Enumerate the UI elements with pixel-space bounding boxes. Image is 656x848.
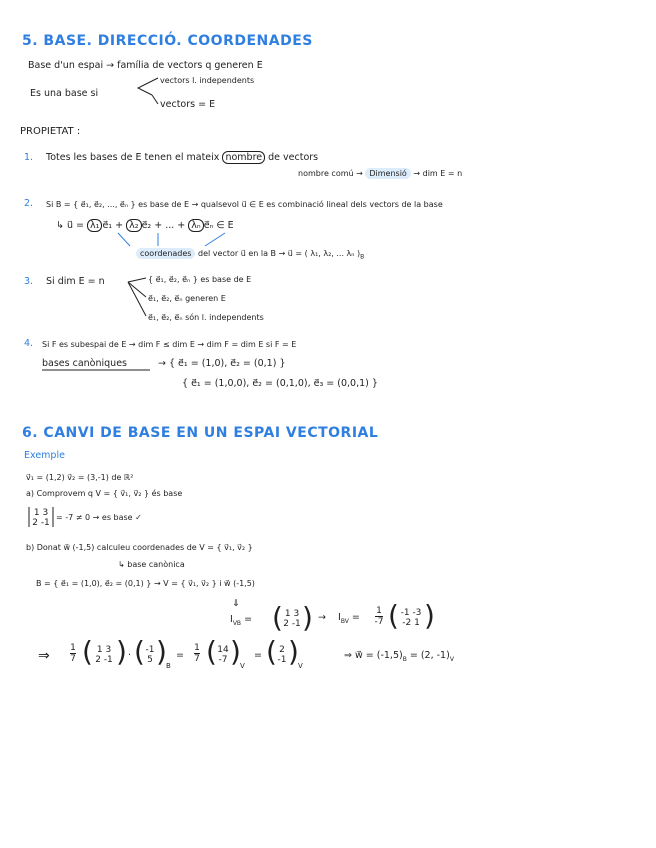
down-arrow: ⇓ xyxy=(232,598,240,609)
brace-bottom-text: vectors = E xyxy=(160,99,216,110)
branch-arrow-2 xyxy=(128,282,146,297)
coord-arrow-3 xyxy=(205,233,225,246)
dimensio-highlight: Dimensió xyxy=(365,168,410,179)
ibv-matrix: ( -1 -3 -2 1 ) xyxy=(388,599,435,632)
result-vector: ( 2 -1 ) V xyxy=(266,635,303,670)
branch-arrow-3 xyxy=(128,282,146,316)
es-base-si: Es una base si xyxy=(30,88,99,99)
section5-title: 5. BASE. DIRECCIÓ. COORDENADES xyxy=(22,33,313,49)
base-definition: Base d'un espai → família de vectors q generen E xyxy=(28,60,263,71)
determinant-result: = -7 ≠ 0 → es base ✓ xyxy=(56,513,142,522)
section6-title: 6. CANVI DE BASE EN UN ESPAI VECTORIAL xyxy=(22,425,379,441)
part-b-text: b) Donat w⃗ (-1,5) calculeu coordenades de V = { v⃗₁, v⃗₂ } xyxy=(26,543,253,552)
final-result: ⇒ w⃗ = $(-1,5)_B = (2$, $-1)_V$ xyxy=(344,650,454,663)
final-fraction: 1 7 xyxy=(70,643,76,664)
w-vector-b: ( -1 5 ) B xyxy=(134,635,171,670)
lambda2-circled: λ₂ xyxy=(126,219,141,232)
p3-number: 3. xyxy=(24,276,34,287)
p4-number: 4. xyxy=(24,338,34,349)
implies-arrow: → xyxy=(318,612,326,623)
exemple-label: Exemple xyxy=(24,450,65,461)
ivb-label: $I_{VB}$ = xyxy=(230,614,253,627)
basis-change-line: B = { e⃗₁ = (1,0), e⃗₂ = (0,1) } → V = { v⃗₁, v⃗₂ } i w⃗ (-1,5) xyxy=(36,579,255,588)
dot-operator: · xyxy=(128,650,132,661)
p3-result-2: e⃗₁, e⃗₂, e⃗ₙ generen E xyxy=(148,294,226,303)
propietat-heading: PROPIETAT : xyxy=(20,126,81,137)
brace-top-text: vectors l. independents xyxy=(160,76,255,85)
final-fraction-2: 1 7 xyxy=(194,643,200,664)
p2-linear-combination: ↳ u⃗ = λ₁ e⃗₁ + λ₂ e⃗₂ + ... + λₙ e⃗ₙ ∈ E xyxy=(56,220,234,231)
p3-result-3: e⃗₁, e⃗₂, e⃗ₙ són l. independents xyxy=(148,313,264,322)
p1-number: 1. xyxy=(24,152,34,163)
canonical-basis-r2: → { e⃗₁ = (1,0), e⃗₂ = (0,1) } xyxy=(158,358,286,369)
example-vectors: v⃗₁ = (1,2) v⃗₂ = (3,-1) de ℝ² xyxy=(26,473,134,482)
equals-1: = xyxy=(176,650,184,661)
p1-subline: nombre comú → Dimensió → dim E = n xyxy=(298,169,463,178)
canonical-basis-r3: { e⃗₁ = (1,0,0), e⃗₂ = (0,1,0), e⃗₃ = (0,0,1) } xyxy=(182,378,378,389)
intermediate-vector: ( 14 -7 ) V xyxy=(206,635,245,670)
p2-number: 2. xyxy=(24,198,34,209)
p4-text: Si F es subespai de E → dim F ≤ dim E → dim F = dim E si F = E xyxy=(42,340,297,349)
final-implies: ⇒ xyxy=(38,648,50,664)
lambdan-circled: λₙ xyxy=(188,219,203,232)
ibv-label: $I_{BV}$ = xyxy=(338,612,360,625)
ibv-fraction: 1 -7 xyxy=(374,606,384,627)
p2-text: Si B = { e⃗₁, e⃗₂, ..., e⃗ₙ } es base de E → qualsevol u⃗ ∈ E es combinació lineal dels vectors de la base xyxy=(46,200,443,209)
ivb-matrix: ( 1 3 2 -1 ) xyxy=(272,601,313,634)
bases-canoniques-label: bases canòniques xyxy=(42,358,127,369)
final-matrix: ( 1 3 2 -1 ) xyxy=(82,635,127,668)
part-a-text: a) Comprovem q V = { v⃗₁, v⃗₂ } és base xyxy=(26,489,183,498)
p3-condition: Si dim E = n xyxy=(46,276,105,287)
coordenades-highlight: coordenades xyxy=(136,248,195,259)
lambda1-circled: λ₁ xyxy=(87,219,102,232)
base-canonica-note: ↳ base canònica xyxy=(118,560,185,569)
coord-arrow-1 xyxy=(118,233,130,246)
brace-lines xyxy=(138,81,152,95)
p1-text: Totes les bases de E tenen el mateix nombre de vectors xyxy=(46,152,319,163)
p2-coordenades-line: coordenades del vector u⃗ en la B → u⃗ = ( λ₁, λ₂, ... λₙ )$_B$ xyxy=(136,248,364,264)
branch-arrow-1 xyxy=(128,278,146,282)
determinant-matrix: 1 3 2 -1 xyxy=(32,508,50,528)
equals-2: = xyxy=(254,650,262,661)
p3-result-1: { e⃗₁, e⃗₂, e⃗ₙ } es base de E xyxy=(148,275,252,284)
p1-nombre-circled: nombre xyxy=(222,151,265,164)
